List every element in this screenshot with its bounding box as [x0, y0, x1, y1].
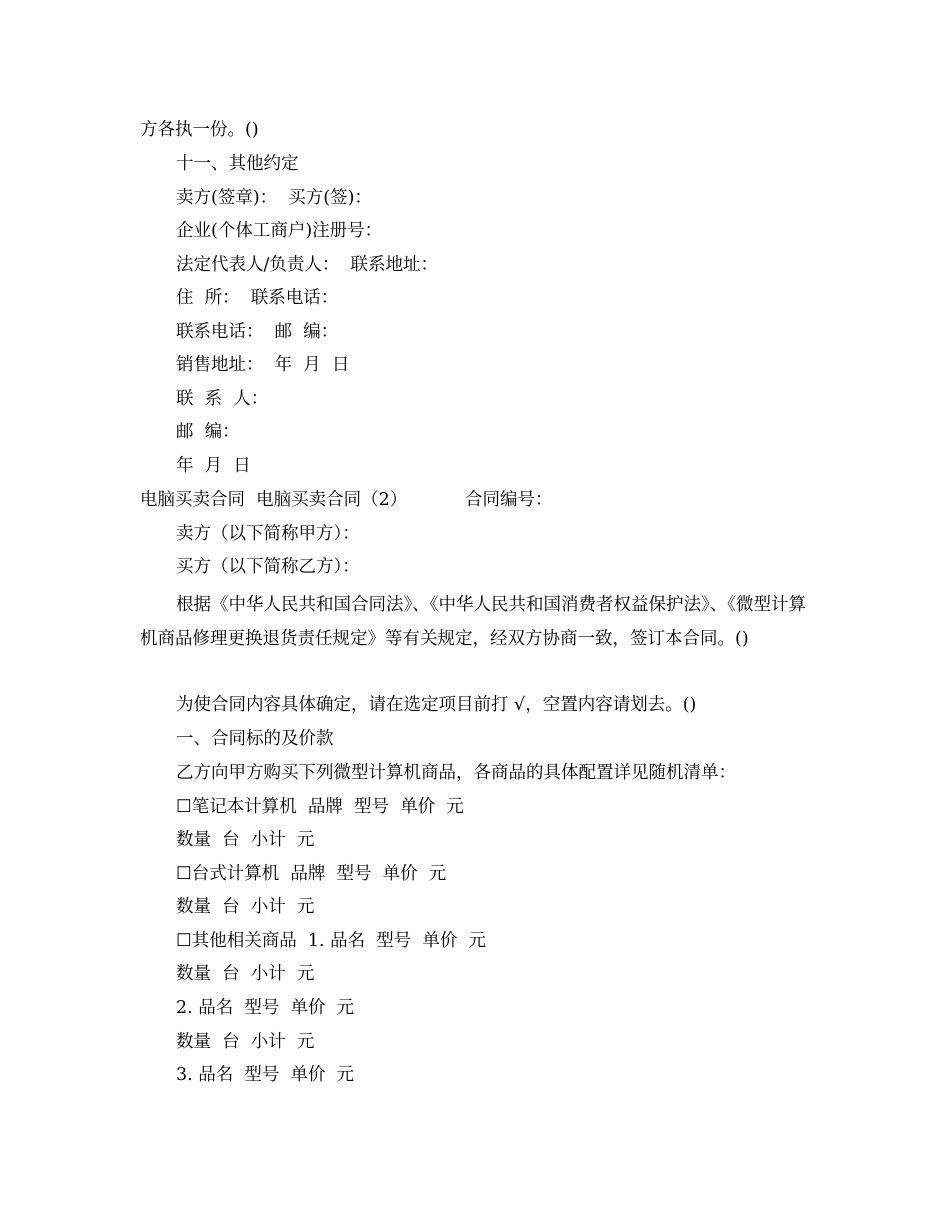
text-line: 2. 品名 型号 单价 元: [176, 998, 355, 1018]
text-line: 为使合同内容具体确定，请在选定项目前打 √，空置内容请划去。(): [176, 695, 697, 715]
text-line: 数量 台 小计 元: [176, 897, 315, 917]
text-line: 数量 台 小计 元: [176, 830, 315, 850]
text-line: 乙方向甲方购买下列微型计算机商品，各商品的具体配置详见随机清单：: [176, 763, 736, 783]
checkbox-item-line: ☐笔记本计算机 品牌 型号 单价 元: [176, 797, 464, 817]
seller-line: 卖方（以下简称甲方）：: [176, 524, 360, 544]
text-line: 邮 编：: [176, 422, 240, 442]
basis-paragraph: 根据《中华人民共和国合同法》、《中华人民共和国消费者权益保护法》、《微型计算机商品修理更换退货责任规定》等有关规定，经双方协商一致，签订本合同。(): [140, 595, 806, 649]
text-line: 3. 品名 型号 单价 元: [176, 1065, 355, 1085]
text-line: 联 系 人：: [176, 389, 269, 409]
text-line: 联系电话： 邮 编：: [176, 322, 339, 342]
text-line: 方各执一份。(): [140, 120, 259, 140]
checkbox-item-line: ☐台式计算机 品牌 型号 单价 元: [176, 864, 447, 884]
checkbox-item-line: ☐其他相关商品 1. 品名 型号 单价 元: [176, 931, 486, 951]
text-line: 数量 台 小计 元: [176, 1032, 315, 1052]
contract-title: 电脑买卖合同 电脑买卖合同（2）: [140, 490, 408, 510]
text-line: 销售地址： 年 月 日: [176, 355, 350, 375]
text-line: 卖方(签章)： 买方(签)：: [176, 188, 372, 208]
text-line: 年 月 日: [176, 456, 251, 476]
text-line: 法定代表人/负责人： 联系地址：: [176, 255, 439, 275]
text-line: 住 所： 联系电话：: [176, 288, 339, 308]
text-line: 企业(个体工商户)注册号：: [176, 221, 383, 241]
buyer-line: 买方（以下简称乙方）：: [176, 557, 360, 577]
contract-number-label: 合同编号：: [465, 490, 553, 510]
text-line: 数量 台 小计 元: [176, 964, 315, 984]
section-heading: 十一、其他约定: [176, 154, 299, 174]
section-heading: 一、合同标的及价款: [176, 729, 334, 749]
